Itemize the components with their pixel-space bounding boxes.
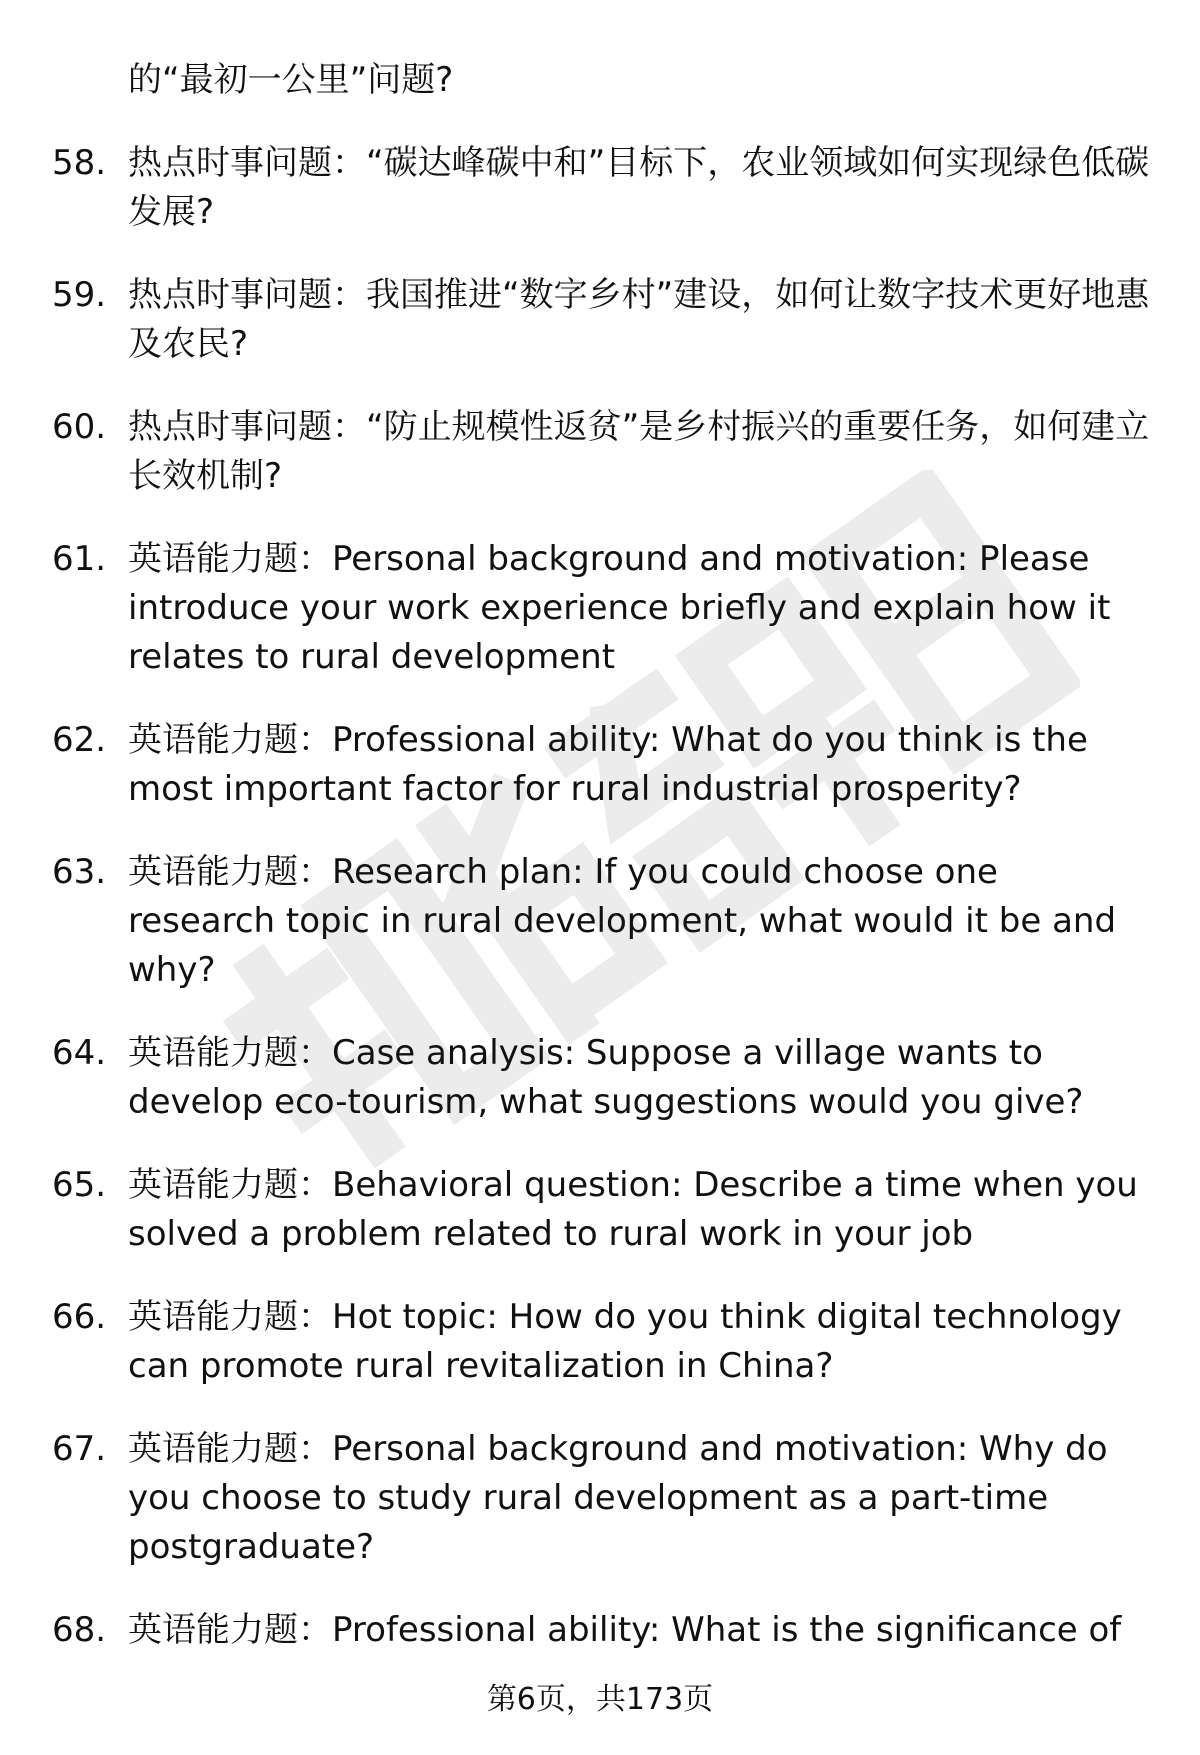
list-item <box>52 1606 1152 1655</box>
list-item <box>52 1029 1152 1127</box>
list-item <box>52 403 1152 501</box>
item-number: 65. <box>52 1165 107 1205</box>
continuation-text: 的“最初一公里”问题? <box>128 60 454 100</box>
item-text: 英语能力题：Professional ability: What is the significance of <box>128 1610 1122 1650</box>
item-text: 英语能力题：Research plan: If you could choose one research topic in rural development, what would it be and why? <box>128 852 1117 990</box>
item-number: 68. <box>52 1610 107 1650</box>
item-number: 66. <box>52 1297 107 1337</box>
list-item <box>52 848 1152 995</box>
item-text: 英语能力题：Hot topic: How do you think digital technology can promote rural revitalization in China? <box>128 1297 1122 1386</box>
question-list <box>52 56 1152 1689</box>
list-item <box>52 139 1152 237</box>
item-number: 58. <box>52 143 107 183</box>
item-text: 热点时事问题：“防止规模性返贫”是乡村振兴的重要任务，如何建立长效机制? <box>128 407 1150 496</box>
item-text: 英语能力题：Professional ability: What do you think is the most important factor for rural industrial prosperity? <box>128 720 1088 809</box>
item-number: 64. <box>52 1033 107 1073</box>
list-item <box>52 535 1152 682</box>
item-number: 67. <box>52 1429 107 1469</box>
item-text: 英语能力题：Personal background and motivation: Why do you choose to study rural development as a part-time postgraduate? <box>128 1429 1108 1567</box>
item-text: 热点时事问题：我国推进“数字乡村”建设，如何让数字技术更好地惠及农民? <box>128 275 1150 364</box>
list-item <box>52 1161 1152 1259</box>
item-number: 62. <box>52 720 107 760</box>
item-number: 63. <box>52 852 107 892</box>
item-text: 热点时事问题：“碳达峰碳中和”目标下，农业领域如何实现绿色低碳发展? <box>128 143 1150 232</box>
item-text: 英语能力题：Behavioral question: Describe a time when you solved a problem related to rural work in your job <box>128 1165 1138 1254</box>
list-item <box>52 1425 1152 1572</box>
item-text: 英语能力题：Personal background and motivation: Please introduce your work experience briefly and explain how it relates to rural development <box>128 539 1111 677</box>
list-item <box>52 716 1152 814</box>
list-item <box>52 1293 1152 1391</box>
item-number: 59. <box>52 275 107 315</box>
item-number: 60. <box>52 407 107 447</box>
item-number: 61. <box>52 539 107 579</box>
list-item <box>52 271 1152 369</box>
item-text: 英语能力题：Case analysis: Suppose a village wants to develop eco-tourism, what suggestions would you give? <box>128 1033 1084 1122</box>
page-footer: 第6页，共173页 <box>486 1682 714 1717</box>
